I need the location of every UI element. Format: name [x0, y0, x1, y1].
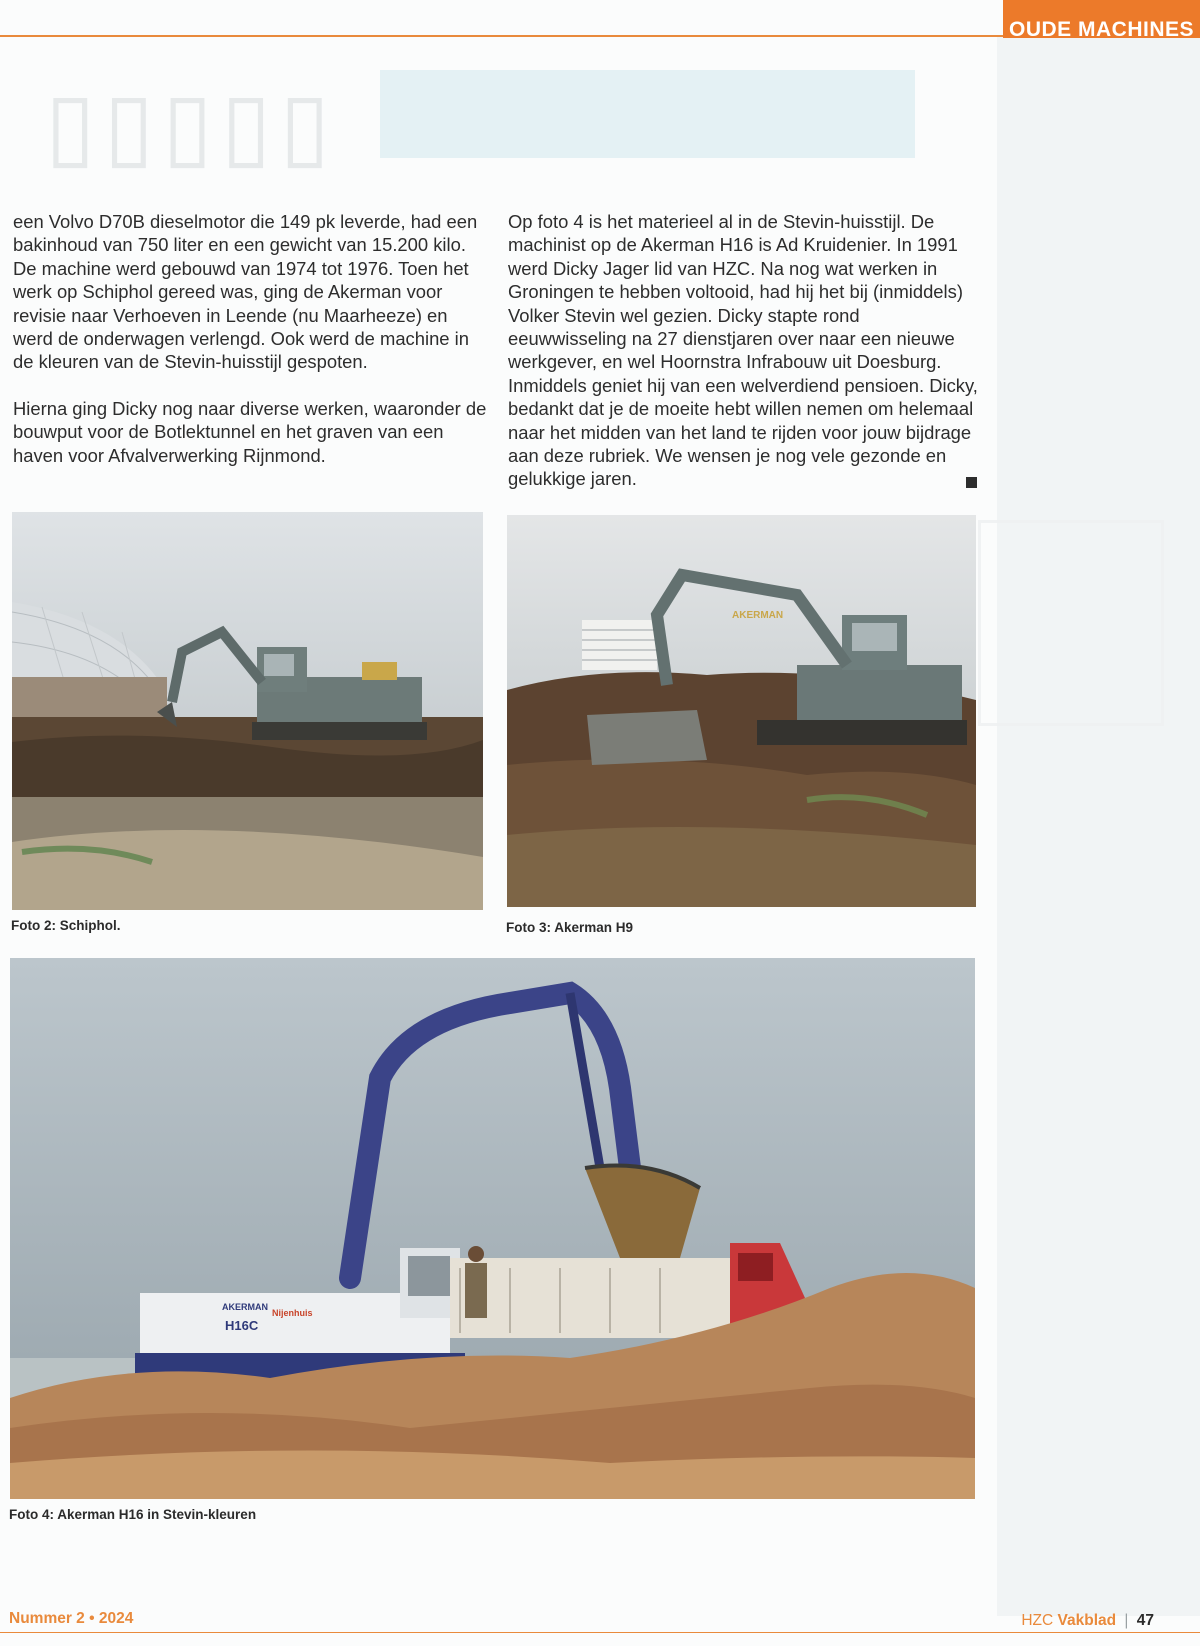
magazine-prefix: HZC: [1021, 1612, 1054, 1629]
photo-akerman-h9: [507, 515, 976, 907]
photo-schiphol: [12, 512, 483, 910]
photo-akerman-h16: [10, 958, 975, 1499]
show-through-texture: ▯▯▯▯▯: [45, 75, 339, 177]
bottom-rule: [0, 1632, 1200, 1633]
akerman-boom-text: AKERMAN: [732, 610, 784, 621]
footer-magazine: [1021, 1612, 1154, 1630]
magazine-name: Vakblad: [1057, 1612, 1117, 1629]
worker-shape: [465, 1263, 487, 1318]
footer-separator: |: [1124, 1612, 1129, 1629]
end-of-article-icon: [966, 477, 977, 488]
right-margin-strip: [997, 36, 1200, 1616]
photo-akerman-h9-illustration: [507, 515, 976, 907]
article-column-right: [508, 210, 978, 491]
caption-foto2: Foto 2: Schiphol.: [11, 918, 121, 933]
paragraph: Hierna ging Dicky nog naar diverse werken, waaronder de bouwput voor de Botlektunnel en het graven van een haven voor Afvalverwerking Rijnmond.: [13, 397, 487, 466]
issue-number: Nummer 2 • 2024: [9, 1610, 134, 1627]
paragraph: een Volvo D70B dieselmotor die 149 pk leverde, had een bakinhoud van 750 liter en een gewicht van 15.200 kilo. De machine werd gebouwd van 1974 tot 1976. Toen het werk op Schiphol gereed was, ging de Akerman voor revisie naar Verhoeven in Leende (nu Maarheeze) en werd de onderwagen verlengd. Ook werd de machine in de kleuren van de Stevin-huisstijl gespoten.: [13, 211, 478, 373]
photo-akerman-h16-illustration: [10, 958, 975, 1499]
show-through-banner: [380, 70, 915, 158]
page-number: 47: [1136, 1612, 1154, 1629]
show-through-box: [978, 520, 1164, 726]
article-column-left: [13, 210, 491, 467]
section-label: OUDE MACHINES: [1008, 18, 1194, 41]
machine-brand-text: AKERMAN: [222, 1302, 268, 1312]
paragraph: Op foto 4 is het materieel al in de Stevin-huisstijl. De machinist op de Akerman H16 is Ad Kruidenier. In 1991 werd Dicky Jager lid van HZC. Na nog wat werken in Groningen te hebben voltooid, had hij het bij (inmiddels) Volker Stevin wel gezien. Dicky stapte rond eeuwwisseling na 27 dienstjaren over naar een nieuwe werkgever, en wel Hoornstra Infrabouw uit Doesburg. Inmiddels geniet hij van een welverdiend pensioen. Dicky, bedankt dat je de moeite hebt willen nemen om helemaal naar het midden van het land te rijden voor jouw bijdrage aan deze rubriek. We wensen je nog vele gezonde en gelukkige jaren.: [508, 211, 978, 490]
top-rule: [0, 35, 1005, 37]
caption-foto4: Foto 4: Akerman H16 in Stevin-kleuren: [9, 1507, 257, 1522]
section-tab: [1003, 0, 1200, 41]
caption-foto3: Foto 3: Akerman H9: [506, 920, 634, 935]
machine-dealer-text: Nijenhuis: [272, 1308, 313, 1318]
machine-model-text: H16C: [225, 1318, 259, 1333]
photo-schiphol-illustration: [12, 512, 483, 910]
